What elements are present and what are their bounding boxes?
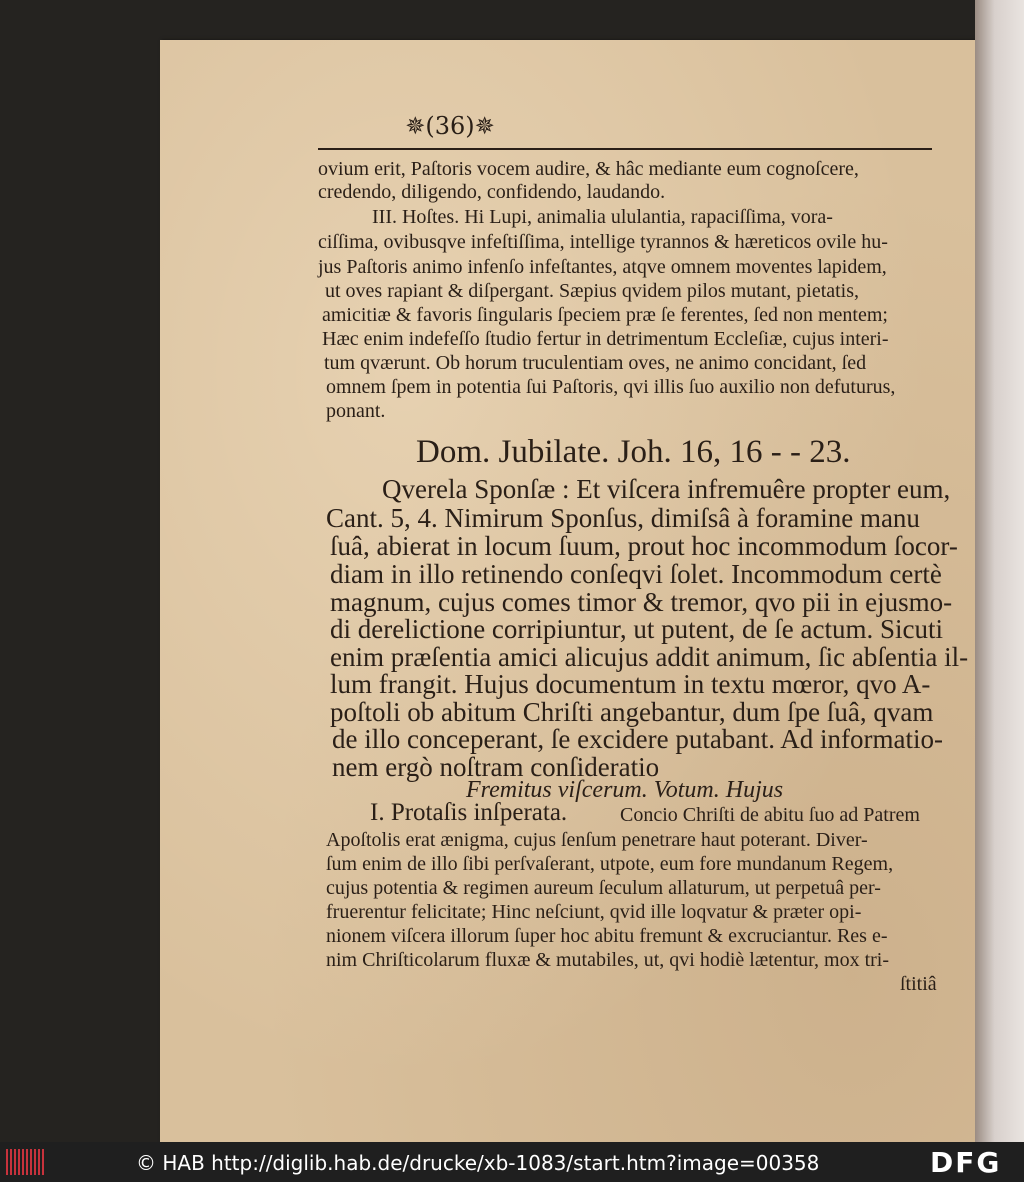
text-line: Qverela Sponſæ : Et viſcera infremuêre propter eum,	[382, 474, 951, 504]
text-line: cujus potentia & regimen aureum ſeculum allaturum, ut perpetuâ per-	[326, 877, 881, 899]
text-line: III. Hoſtes. Hi Lupi, animalia ululantia, rapaciſſima, vora-	[372, 206, 833, 228]
text-line: omnem ſpem in potentia ſui Paſtoris, qvi illis ſuo auxilio non defuturus,	[326, 376, 896, 398]
text-line: enim præſentia amici alicujus addit animum, ſic abſentia il-	[330, 642, 969, 672]
text-line: Apoſtolis erat ænigma, cujus ſenſum penetrare haut poterant. Diver-	[326, 829, 868, 851]
next-page-edge	[975, 0, 1024, 1142]
scan-viewer: ✵(36)✵ ovium erit, Paſtoris vocem audire, & hâc mediante eum cognoſcere, credendo, diligendo, confidendo, laudando. III. Hoſtes. Hi Lupi, animalia ululantia, rapaciſſima, vora- ciſſima, ovibusqve infeſtiſſima, intellige tyrannos & hæreticos ovile hu- jus Paſtoris animo infenſo infeſtantes, atqve omnem moventes lapidem, ut oves rapiant & diſpergant. Sæpius qvidem pilos mutant, pietatis, amicitiæ & favoris ſingularis ſpeciem præ ſe ferentes, ſed non mentem; Hæc enim indefeſſo ſtudio fertur in detrimentum Eccleſiæ, cujus interi- tum qværunt. Ob horum truculentiam oves, ne animo concidant, ſed omnem ſpem in potentia ſui Paſtoris, qvi illis ſuo auxilio non defuturus, ponant. Dom. Jubilate. Joh. 16, 16 - - 23. Qverela Sponſæ : Et viſcera infremuêre propter eum, Cant. 5, 4. Nimirum Sponſus, dimiſsâ à foramine manu ſuâ, abierat in locum ſuum, prout hoc incommodum ſocor- diam in illo retinendo conſeqvi ſolet. Incommodum certè magnum, cujus comes timor & tremor, qvo pii in ejusmo- di derelictione corripiuntur, ut putent, de ſe actum. Sicuti enim præſentia amici alicujus addit animum, ſic abſentia il- lum frangit. Hujus documentum in textu mœror, qvo A- poſtoli ob abitum Chriſti angebantur, dum ſpe ſuâ, qvam de illo conceperant, ſe excidere putabant. Ad informatio- nem ergò noſtram conſideratio Fremitus viſcerum. Votum. Hujus I. Protaſis inſperata. Concio Chriſti de abitu ſuo ad Patrem Apoſtolis erat ænigma, cujus ſenſum penetrare haut poterant. Diver- ſum enim de illo ſibi perſvaſerant, utpote, eum fore mundanum Regem, cujus potentia & regimen aureum ſeculum allaturum, ut perpetuâ per- fruerentur felicitate; Hinc neſciunt, qvid ille loqvatur & præter opi- nionem viſcera illorum ſuper hoc abitu fremunt & excruciantur. Res e- nim Chriſticolarum fluxæ & mutabiles, ut, qvi hodiè lætentur, mox tri- ſtitiâ	[0, 0, 1024, 1142]
text-line: Fremitus viſcerum. Votum. Hujus	[466, 777, 784, 803]
text-line: di derelictione corripiuntur, ut putent, de ſe actum. Sicuti	[330, 614, 943, 644]
text-line: diam in illo retinendo conſeqvi ſolet. Incommodum certè	[330, 559, 942, 589]
text-line: poſtoli ob abitum Chriſti angebantur, dum ſpe ſuâ, qvam	[330, 697, 934, 727]
text-line: magnum, cujus comes timor & tremor, qvo pii in ejusmo-	[330, 587, 953, 617]
text-line: Hæc enim indefeſſo ſtudio fertur in detrimentum Eccleſiæ, cujus interi-	[322, 328, 889, 350]
text-line: jus Paſtoris animo infenſo infeſtantes, atqve omnem moventes lapidem,	[318, 256, 887, 278]
footer-bar	[0, 1142, 1024, 1182]
text-line: nim Chriſticolarum fluxæ & mutabiles, ut, qvi hodiè lætentur, mox tri-	[326, 949, 890, 971]
text-line: Concio Chriſti de abitu ſuo ad Patrem	[620, 804, 920, 826]
text-line: ciſſima, ovibusqve infeſtiſſima, intellige tyrannos & hæreticos ovile hu-	[318, 231, 888, 253]
text-line: ſuâ, abierat in locum ſuum, prout hoc incommodum ſocor-	[330, 531, 958, 561]
text-line: nem ergò noſtram conſideratio	[332, 752, 660, 782]
text-line: fruerentur felicitate; Hinc neſciunt, qvid ille loqvatur & præter opi-	[326, 901, 862, 923]
catchword: ſtitiâ	[900, 973, 937, 995]
text-line: I. Protaſis inſperata.	[370, 799, 568, 826]
text-line: Cant. 5, 4. Nimirum Sponſus, dimiſsâ à foramine manu	[326, 503, 920, 533]
text-line: ponant.	[326, 400, 386, 422]
hab-logo-icon[interactable]	[6, 1149, 46, 1175]
dfg-logo[interactable]: DFG	[930, 1146, 1002, 1179]
text-line: nionem viſcera illorum ſuper hoc abitu fremunt & excruciantur. Res e-	[326, 925, 888, 947]
text-line: ovium erit, Paſtoris vocem audire, & hâc mediante eum cognoſcere,	[318, 158, 859, 180]
text-line: de illo conceperant, ſe excidere putabant. Ad informatio-	[332, 724, 944, 754]
text-line: amicitiæ & favoris ſingularis ſpeciem præ ſe ferentes, ſed non mentem;	[322, 304, 888, 326]
text-line: tum qværunt. Ob horum truculentiam oves, ne animo concidant, ſed	[324, 352, 867, 374]
header-rule	[318, 148, 932, 150]
text-line: credendo, diligendo, confidendo, laudando.	[318, 181, 666, 203]
text-line: ſum enim de illo ſibi perſvaſerant, utpote, eum fore mundanum Regem,	[326, 853, 894, 875]
section-heading: Dom. Jubilate. Joh. 16, 16 - - 23.	[416, 434, 851, 470]
text-line: lum frangit. Hujus documentum in textu mœror, qvo A-	[330, 669, 931, 699]
text-line: ut oves rapiant & diſpergant. Sæpius qvidem pilos mutant, pietatis,	[325, 280, 860, 302]
footer-url[interactable]: © HAB http://diglib.hab.de/drucke/xb-1083/start.htm?image=00358	[136, 1151, 820, 1175]
